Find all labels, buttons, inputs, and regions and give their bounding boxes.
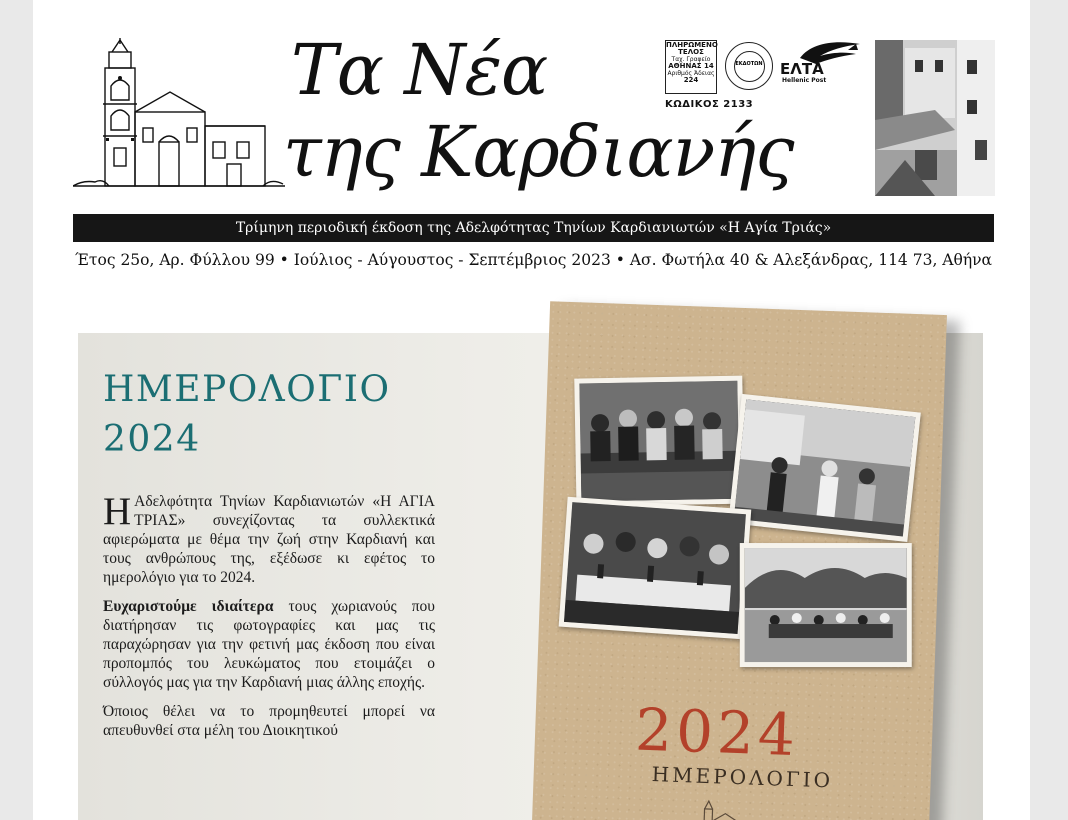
church-illustration (73, 38, 285, 190)
table-photo-art (564, 502, 746, 634)
village-photo (875, 40, 995, 196)
cover-photo-1 (574, 376, 744, 507)
cover-label: ΗΜΕΡΟΛΟΓΙΟ (651, 762, 834, 793)
publishers-stamp (725, 42, 773, 90)
postage-line2: ΤΕΛΟΣ (678, 48, 704, 56)
paragraph-2-text: τους χωριανούς που διατήρησαν τις φωτογραφίες και μας τις παραχώρησαν για την φετινή μας έκδοση που είναι προπομπός του λευκώματος που ετοιμάζει ο σύλλογός μας για την Καρδιανή μιας άλλης εποχής. (103, 598, 435, 691)
stamp-label: ΕΚΔΟΤΩΝ (735, 61, 763, 67)
postage-line3: Ταχ. Γραφείο (671, 56, 711, 63)
elta-sub-text: Hellenic Post (782, 77, 827, 84)
cover-photo-3 (559, 497, 752, 640)
article-paragraph-3: Όποιος θέλει να το προμηθευτεί μπορεί να απευθυνθεί στα μέλη του Διοικητικού (103, 703, 435, 739)
drop-cap: Η (103, 490, 132, 533)
group-photo-art (579, 381, 739, 502)
paragraph-1-text: Αδελφότητα Τηνίων Καρδιανιωτών «Η ΑΓΙΑ ΤΡΙΑΣ» συνεχίζοντας τα συλλεκτικά αφιερώματα με θέμα την ζωή στην Καρδιανή και τους ανθρώπους της, εξέδωσε κι εφέτος το ημερολόγιο για το 2024. (103, 493, 435, 586)
article-body (103, 492, 435, 750)
village-photo-art (875, 40, 995, 196)
church-emblem-icon (690, 798, 751, 820)
subtitle-band: Τρίμηνη περιοδική έκδοση της Αδελφότητας Τηνίων Καρδιανιωτών «Η Αγία Τριάς» (73, 214, 994, 242)
cover-year: 2024 (634, 695, 800, 770)
cover-photo-4 (740, 543, 912, 667)
newspaper-page (33, 0, 1030, 820)
article-paragraph-2 (103, 597, 435, 692)
postage-line1: ΠΛΗΡΩΜΕΝΟ (666, 41, 718, 49)
postage-line6: 224 (683, 76, 699, 84)
calendar-cover (532, 301, 947, 820)
outdoor-photo-art (745, 548, 907, 662)
street-photo-art (734, 399, 916, 536)
postage-line5: Αριθμός Άδειας (667, 70, 715, 77)
article-heading (103, 365, 391, 465)
article-heading-line1: ΗΜΕΡΟΛΟΓΙΟ (103, 369, 391, 410)
postal-code: ΚΩΔΙΚΟΣ 2133 (665, 99, 754, 110)
elta-brand-text: ΕΛΤΑ (780, 60, 824, 78)
article-heading-line2: 2024 (103, 419, 201, 460)
postage-line4: ΑΘΗΝΑΣ 14 (668, 62, 714, 70)
cover-photo-2 (728, 394, 921, 542)
issue-line: Έτος 25ο, Αρ. Φύλλου 99 • Ιούλιος - Αύγουστος - Σεπτέμβριος 2023 • Ασ. Φωτήλα 40 & Αλεξάνδρας, 114 73, Αθήνα (74, 251, 992, 269)
masthead-title-line1: Τα Νέα (291, 29, 548, 111)
postage-paid-box (665, 40, 717, 94)
article-paragraph-1 (103, 492, 435, 587)
paragraph-2-bold: Ευχαριστούμε ιδιαίτερα (103, 598, 274, 615)
masthead-title-line2: της Καρδιανής (283, 111, 794, 193)
elta-logo (778, 40, 863, 90)
